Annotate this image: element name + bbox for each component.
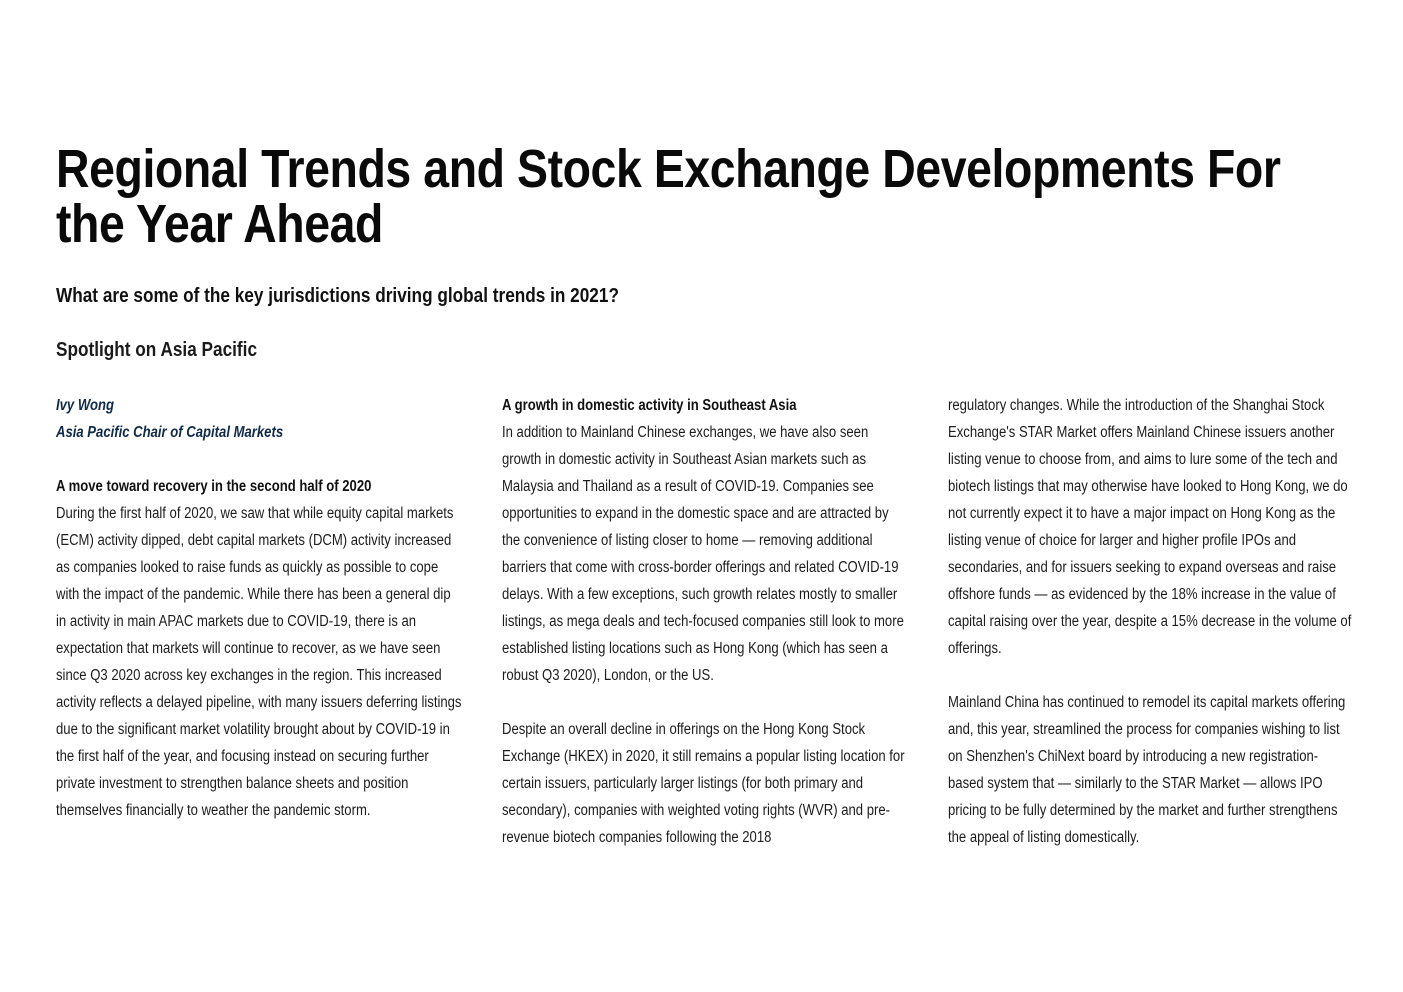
southeast-asia-heading: A growth in domestic activity in Southeast Asia	[502, 397, 797, 414]
column-3	[948, 392, 1358, 851]
page-title: Regional Trends and Stock Exchange Developments For the Year Ahead	[56, 139, 1281, 254]
spacer	[948, 662, 1354, 689]
column-1	[56, 392, 466, 824]
spacer	[56, 446, 462, 473]
hkex-paragraph-part-2: regulatory changes. While the introduction of the Shanghai Stock Exchange's STAR Market offers Mainland Chinese issuers another listing venue to choose from, and aims to lure some of the tech and biotech listings that may otherwise have looked to Hong Kong, we do not currently expect it to have a major impact on Hong Kong as the listing venue of choice for larger and higher profile IPOs and secondaries, and for issuers seeking to expand overseas and raise offshore funds — as evidenced by the 18% increase in the value of capital raising over the year, despite a 15% decrease in the volume of offerings.	[948, 397, 1352, 657]
hkex-paragraph-part-1: Despite an overall decline in offerings on the Hong Kong Stock Exchange (HKEX) in 2020, it still remains a popular listing location for certain issuers, particularly larger listings (for both primary and secondary), companies with weighted voting rights (WVR) and pre-revenue biotech companies following the 2018	[502, 721, 905, 846]
author-role: Asia Pacific Chair of Capital Markets	[56, 424, 284, 441]
subtitle: What are some of the key jurisdictions driving global trends in 2021?	[56, 285, 619, 307]
section-title: Spotlight on Asia Pacific	[56, 339, 258, 361]
column-2	[502, 392, 912, 851]
recovery-paragraph: During the first half of 2020, we saw that while equity capital markets (ECM) activity dipped, debt capital markets (DCM) activity increased as companies looked to raise funds as quickly as possible to cope with the impact of the pandemic. While there has been a general dip in activity in main APAC markets due to COVID-19, there is an expectation that markets will continue to recover, as we have seen since Q3 2020 across key exchanges in the region. This increased activity reflects a delayed pipeline, with many issuers deferring listings due to the significant market volatility brought about by COVID-19 in the first half of the year, and focusing instead on securing further private investment to strengthen balance sheets and position themselves financially to weather the pandemic storm.	[56, 505, 462, 819]
article	[56, 139, 1356, 846]
recovery-heading: A move toward recovery in the second half of 2020	[56, 478, 372, 495]
mainland-paragraph: Mainland China has continued to remodel its capital markets offering and, this year, streamlined the process for companies wishing to list on Shenzhen's ChiNext board by introducing a new registration-based system that — similarly to the STAR Market — allows IPO pricing to be fully determined by the market and further strengthens the appeal of listing domestically.	[948, 694, 1346, 846]
spacer	[502, 689, 908, 716]
southeast-asia-paragraph: In addition to Mainland Chinese exchanges, we have also seen growth in domestic activity in Southeast Asian markets such as Malaysia and Thailand as a result of COVID-19. Companies see opportunities to expand in the domestic space and are attracted by the convenience of listing closer to home — removing additional barriers that come with cross-border offerings and related COVID-19 delays. With a few exceptions, such growth relates mostly to smaller listings, as mega deals and tech-focused companies still look to more established listing locations such as Hong Kong (which has seen a robust Q3 2020), London, or the US.	[502, 424, 904, 684]
author-name: Ivy Wong	[56, 397, 114, 414]
